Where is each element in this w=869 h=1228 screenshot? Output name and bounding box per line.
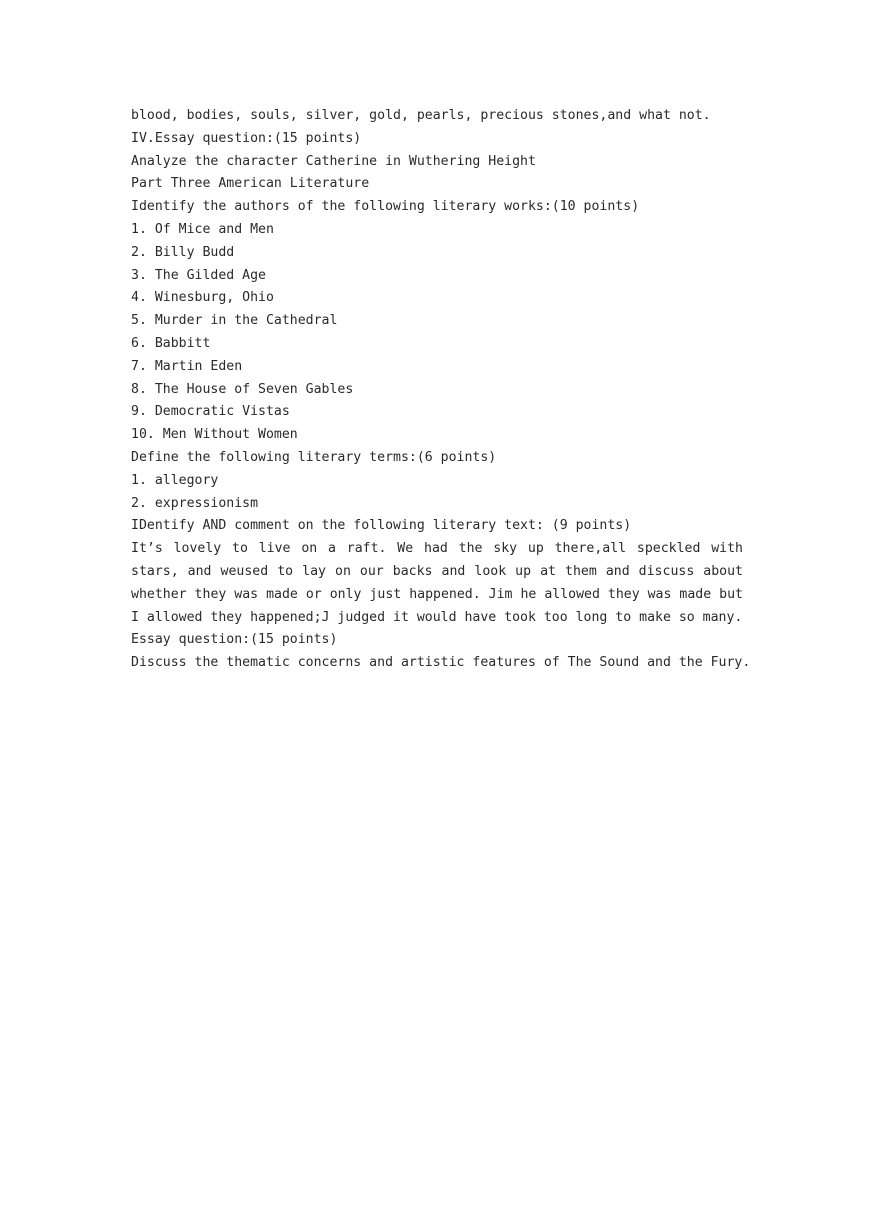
list-item: 10. Men Without Women (131, 427, 298, 443)
list-item: 2. Billy Budd (131, 244, 235, 260)
list-item: 8. The House of Seven Gables (131, 381, 354, 397)
text-line: blood, bodies, souls, silver, gold, pearls, precious stones,and what not. (131, 108, 711, 123)
list-item: 3. The Gilded Age (131, 267, 266, 283)
section-heading: IV.Essay question:(15 points) (131, 130, 362, 146)
question-instruction: IDentify AND comment on the following literary text: (9 points) (131, 518, 632, 534)
quoted-passage: It’s lovely to live on a raft. We had the sky up there,all speckled with stars, and weused to lay on our backs and look up at them and discuss about whether they was made or only just happened. Jim he allowed they was made but I allowed they happened;J judged it would have took too long to make so many. (131, 541, 743, 625)
list-item: 1. allegory (131, 472, 219, 488)
document-page (131, 105, 751, 675)
list-item: 2. expressionism (131, 495, 259, 511)
essay-prompt: Discuss the thematic concerns and artistic features of The Sound and the Fury. (131, 655, 751, 671)
question-text: Analyze the character Catherine in Wuthering Height (131, 153, 536, 169)
list-item: 9. Democratic Vistas (131, 404, 290, 420)
list-item: 6. Babbitt (131, 335, 211, 351)
list-item: 7. Martin Eden (131, 358, 243, 374)
list-item: 1. Of Mice and Men (131, 221, 274, 237)
question-instruction: Identify the authors of the following literary works:(10 points) (131, 199, 640, 215)
list-item: 5. Murder in the Cathedral (131, 313, 338, 329)
essay-heading: Essay question:(15 points) (131, 632, 338, 648)
part-heading: Part Three American Literature (131, 176, 370, 192)
list-item: 4. Winesburg, Ohio (131, 290, 274, 306)
question-instruction: Define the following literary terms:(6 points) (131, 449, 497, 465)
